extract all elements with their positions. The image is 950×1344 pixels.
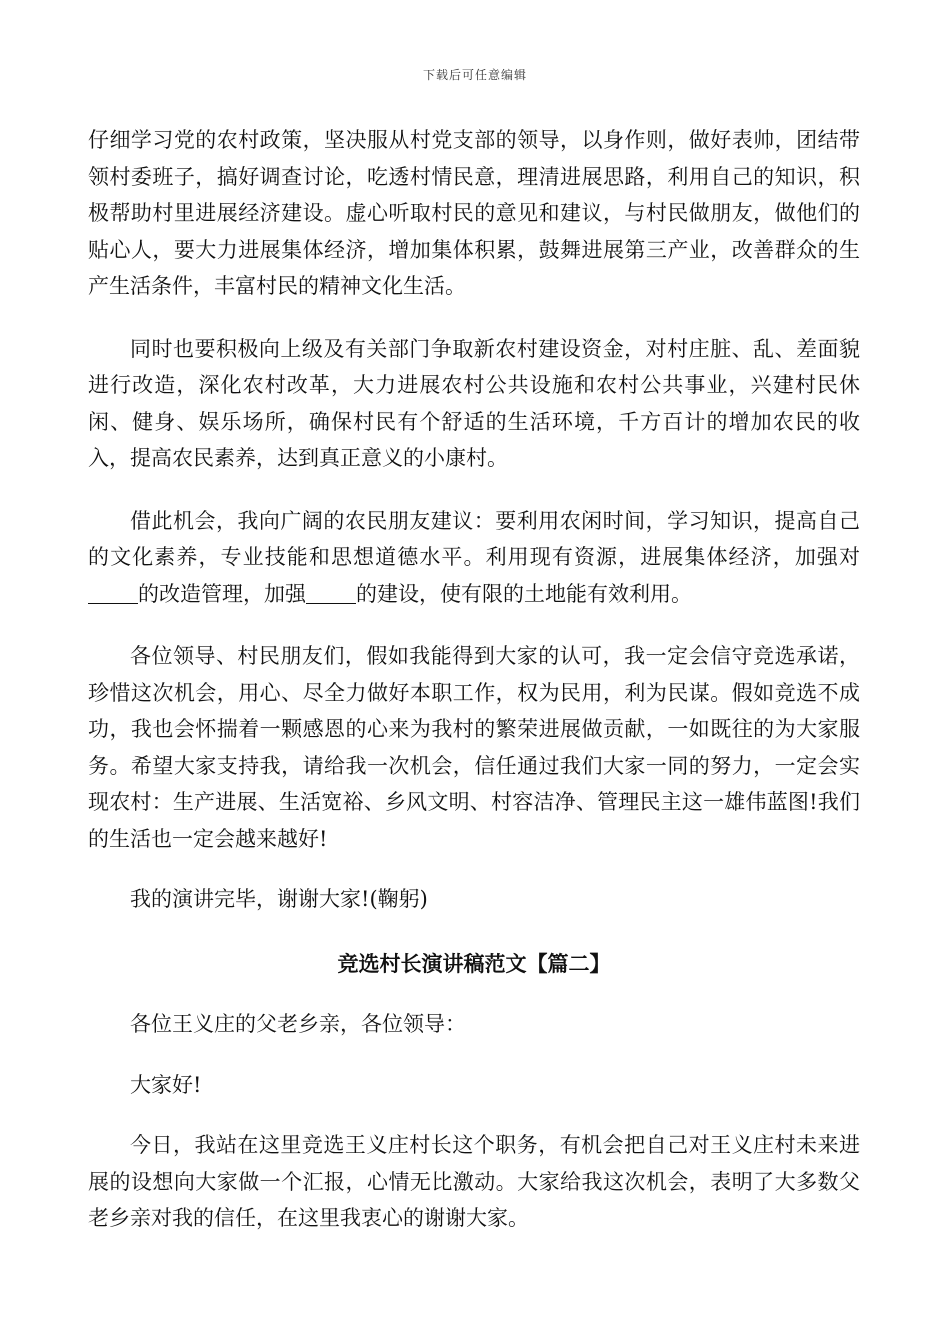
section2-paragraph-intro: 今日，我站在这里竞选王义庄村长这个职务，有机会把自己对王义庄村未来进展的设想向大家做一个汇报，心情无比激动。大家给我这次机会，表明了大多数父老乡亲对我的信任，在这里我衷心的谢谢大家。 (88, 1133, 860, 1230)
page-header-note: 下载后可任意编辑 (422, 68, 527, 82)
suggestion-text-1: 借此机会，我向广阔的农民朋友建议：要利用农闲时间，学习知识，提高自己的文化素养，专业技能和思想道德水平。利用现有资源，进展集体经济，加强对 (88, 508, 860, 569)
document-body (88, 122, 860, 1237)
section2-salutation: 各位王义庄的父老乡亲，各位领导： (130, 1012, 466, 1036)
blank-line-2 (306, 582, 356, 604)
suggestion-text-3: 的建设，使有限的土地能有效利用。 (356, 581, 692, 606)
section-heading: 竞选村长演讲稿范文【篇二】 (337, 950, 611, 976)
suggestion-text-2: 的改造管理，加强 (138, 581, 306, 606)
paragraph-policy: 仔细学习党的农村政策，坚决服从村党支部的领导，以身作则，做好表帅，团结带领村委班子，搞好调查讨论，吃透村情民意，理清进展思路，利用自己的知识，积极帮助村里进展经济建设。虚心听取村民的意见和建议，与村民做朋友，做他们的贴心人，要大力进展集体经济，增加集体积累，鼓舞进展第三产业，改善群众的生产生活条件，丰富村民的精神文化生活。 (88, 128, 860, 298)
blank-line-1 (88, 582, 138, 604)
paragraph-closing: 我的演讲完毕，谢谢大家!(鞠躬) (130, 887, 428, 911)
paragraph-construction: 同时也要积极向上级及有关部门争取新农村建设资金，对村庄脏、乱、差面貌进行改造，深化农村改革，大力进展农村公共设施和农村公共事业，兴建村民休闲、健身、娱乐场所，确保村民有个舒适的生活环境，千方百计的增加农民的收入，提高农民素养，达到真正意义的小康村。 (88, 336, 860, 470)
section2-greeting: 大家好! (130, 1072, 202, 1097)
paragraph-suggestion (88, 503, 860, 613)
paragraph-promise: 各位领导、村民朋友们，假如我能得到大家的认可，我一定会信守竞选承诺，珍惜这次机会，用心、尽全力做好本职工作，权为民用，利为民谋。假如竞选不成功，我也会怀揣着一颗感恩的心来为我村的繁荣进展做贡献，一如既往的为大家服务。希望大家支持我，请给我一次机会，信任通过我们大家一同的努力，一定会实现农村：生产进展、生活宽裕、乡风文明、村容洁净、管理民主这一雄伟蓝图!我们的生活也一定会越来越好! (88, 644, 860, 851)
